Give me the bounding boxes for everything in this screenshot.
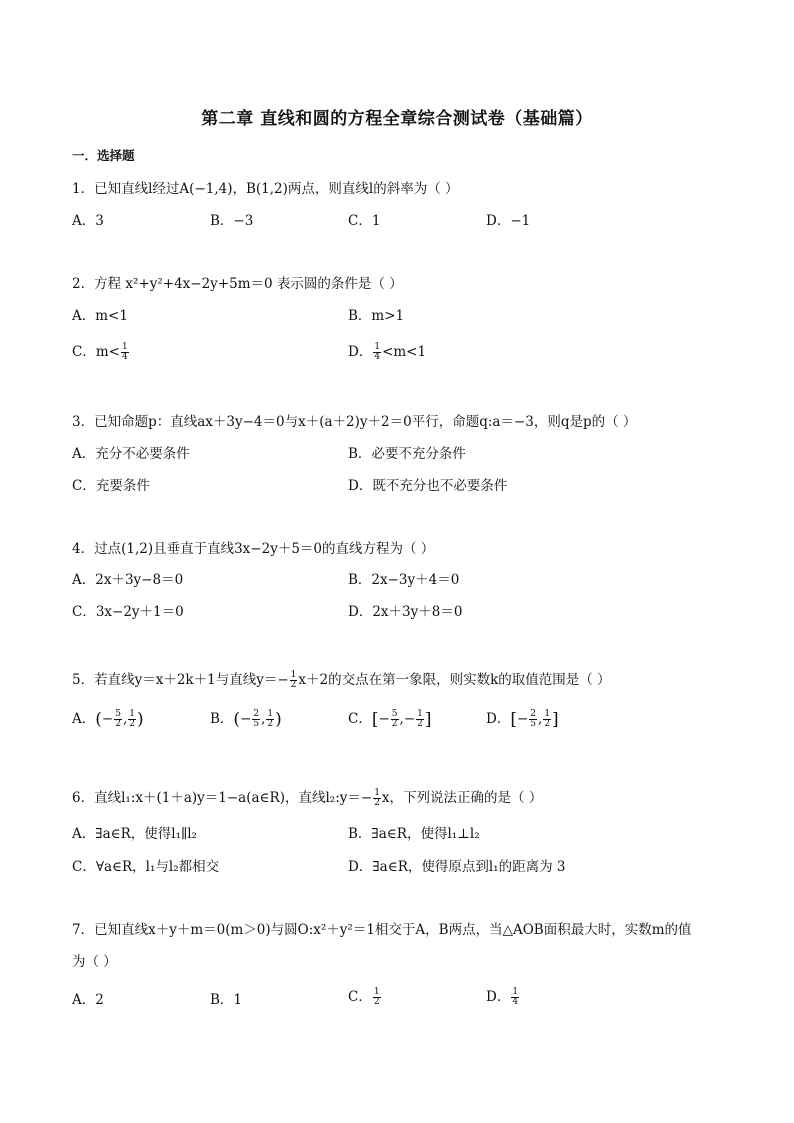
q3-option-a: A．充分不必要条件: [72, 446, 190, 462]
fraction: $\frac{1}{4}$: [374, 342, 381, 362]
question-1-stem: 1．已知直线l经过A(−1,4)，B(1,2)两点，则直线l的斜率为（ ）: [72, 181, 459, 197]
question-3-stem: 3．已知命题p：直线ax＋3y−4＝0与x＋(a＋2)y＋2＝0平行，命题q:a＝−3，则q是p的（ ）: [72, 414, 637, 430]
q2-option-a: A．m<1: [72, 308, 128, 324]
q2-option-c-text: C．m<: [72, 344, 120, 360]
q4-option-d: D．2x＋3y＋8＝0: [348, 604, 463, 620]
q2-option-b: B．m>1: [348, 308, 405, 324]
q3-option-b: B．必要不充分条件: [348, 446, 466, 462]
q4-option-b: B．2x−3y＋4＝0: [348, 572, 460, 588]
q7-option-a: A．2: [72, 992, 104, 1008]
q7-option-b: B．1: [210, 992, 243, 1008]
q4-option-a: A．2x＋3y−8＝0: [72, 572, 184, 588]
q7-option-d: D． $\frac{1}{4}$: [486, 987, 519, 1007]
question-5-stem: 5．若直线y＝x＋2k＋1与直线y＝− $\frac{1}{2}$ x＋2的交点在第一象限，则实数k的取值范围是（ ）: [72, 670, 611, 690]
question-7-stem-line-2: 为（ ）: [72, 954, 117, 970]
q4-option-c: C．3x−2y＋1＝0: [72, 604, 184, 620]
q6-option-c: C．∀a∈R，l₁与l₂都相交: [72, 859, 220, 875]
q5-option-a: A．(− $\frac{5}{2}$ , $\frac{1}{2}$ ): [72, 709, 144, 730]
question-6-stem: 6．直线l₁:x＋(1＋a)y＝1−a(a∈R)，直线l₂:y＝− $\frac{1}{2}$ x，下列说法正确的是（ ）: [72, 788, 543, 808]
q7-option-c: C． $\frac{1}{2}$: [348, 987, 380, 1007]
q1-option-b: B．−3: [210, 213, 254, 229]
q5-option-d: D．[− $\frac{2}{5}$ , $\frac{1}{2}$ ]: [486, 709, 559, 730]
q6-option-a: A．∃a∈R，使得l₁∥l₂: [72, 826, 197, 842]
question-7-stem-line-1: 7．已知直线x＋y＋m＝0(m＞0)与圆O:x²＋y²＝1相交于A，B两点，当△AOB面积最大时，实数m的值: [72, 922, 692, 938]
q1-option-c: C．1: [348, 213, 381, 229]
q2-option-d: D． $\frac{1}{4}$ <m<1: [348, 342, 427, 362]
section-heading: 一．选择题: [72, 148, 135, 163]
fraction: $\frac{1}{2}$: [374, 788, 380, 808]
fraction: $\frac{1}{2}$: [290, 670, 297, 690]
fraction: $\frac{1}{4}$: [121, 342, 128, 362]
q1-option-a: A．3: [72, 213, 104, 229]
question-4-stem: 4．过点(1,2)且垂直于直线3x−2y＋5＝0的直线方程为（ ）: [72, 541, 435, 557]
q3-option-c: C．充要条件: [72, 478, 150, 494]
q6-option-b: B．∃a∈R，使得l₁⊥l₂: [348, 826, 480, 842]
q5-option-c: C．[− $\frac{5}{2}$ ,− $\frac{1}{2}$ ]: [348, 709, 432, 730]
q1-option-d: D．−1: [486, 213, 531, 229]
q5-option-b: B．(− $\frac{2}{5}$ , $\frac{1}{2}$ ): [210, 709, 282, 730]
q3-option-d: D．既不充分也不必要条件: [348, 478, 508, 494]
q6-option-d: D．∃a∈R，使得原点到l₁的距离为 3: [348, 859, 566, 875]
q2-option-c: [72, 340, 130, 362]
question-2-stem: 2．方程 x²+y²+4x−2y+5m＝0 表示圆的条件是（ ）: [72, 276, 403, 292]
page-title: 第二章 直线和圆的方程全章综合测试卷（基础篇）: [201, 109, 593, 129]
